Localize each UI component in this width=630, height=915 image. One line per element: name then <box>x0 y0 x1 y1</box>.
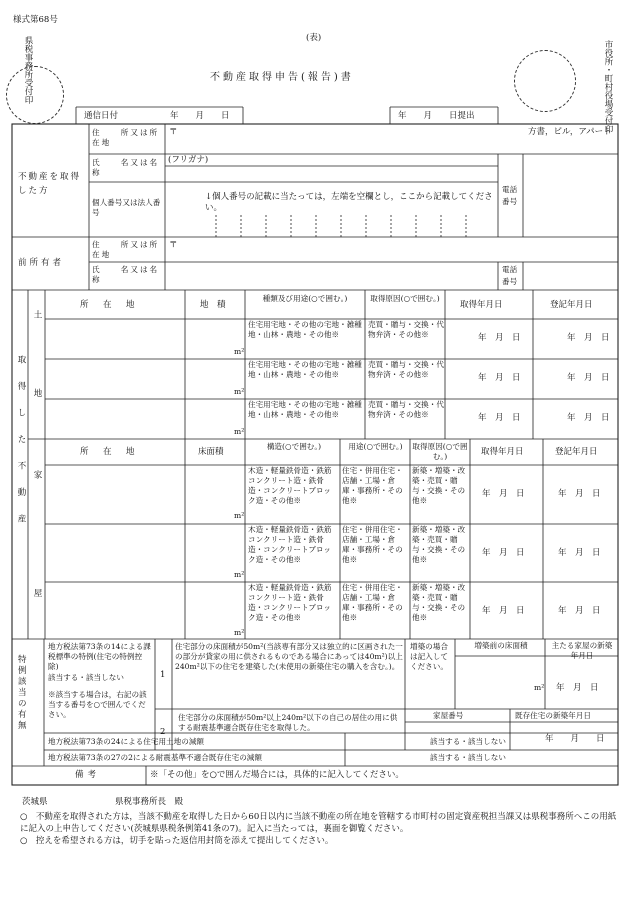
land-type-options[interactable]: 住宅用宅地・その他の宅地・雑種地・山林・農地・その他※ <box>248 400 362 419</box>
acquirer-postal-mark: 〒 <box>169 127 178 137</box>
land-header-type: 種類及び用途(○で囲む。) <box>262 294 348 303</box>
special-case-note: ※該当する場合は，右記の該当する番号を○で囲んでください。 <box>48 690 147 719</box>
house-cause-options[interactable]: 新築・増築・改築・売買・贈与・交換・その他※ <box>412 525 466 564</box>
house-header-structure: 構造(○で囲む。) <box>266 442 322 451</box>
acquirer-address-label: 住 所又は所在地 <box>92 128 160 147</box>
land-reg-date[interactable]: 年 月 日 <box>567 333 610 343</box>
land-acq-date[interactable]: 年 月 日 <box>478 413 521 423</box>
existing-house-built-date-label: 既存住宅の新築年月日 <box>515 711 591 720</box>
house-header-location: 所 在 地 <box>80 447 138 457</box>
submission-date[interactable]: 年 月 日提出 <box>398 111 475 121</box>
house-cause-options[interactable]: 新築・増築・改築・売買・贈与・交換・その他※ <box>412 466 466 505</box>
furigana-label: (フリガナ) <box>168 155 209 165</box>
previous-owner-postal-mark: 〒 <box>169 240 178 250</box>
prefecture-name: 茨城県 <box>22 797 48 807</box>
house-use-options[interactable]: 住宅・併用住宅・店舗・工場・倉庫・事務所・その他※ <box>342 525 403 564</box>
land-cause-options[interactable]: 売買・贈与・交換・代物弁済・その他※ <box>368 360 444 379</box>
land-acq-date[interactable]: 年 月 日 <box>478 333 521 343</box>
land-header-reg-date: 登記年月日 <box>550 300 593 310</box>
house-header-acq-date: 取得年月日 <box>481 447 524 457</box>
land-reduction-label: 地方税法第73条の24による住宅用土地の減額 <box>48 737 205 746</box>
area-unit: m² <box>234 570 245 579</box>
house-number-label: 家屋番号 <box>433 711 464 720</box>
area-unit: m² <box>234 347 245 356</box>
transmission-date[interactable]: 年 月 日 <box>170 111 230 121</box>
land-reduction-choice[interactable]: 該当する・該当しない <box>430 737 506 746</box>
land-acq-date[interactable]: 年 月 日 <box>478 373 521 383</box>
house-structure-options[interactable]: 木造・軽量鉄骨造・鉄筋コンクリート造・鉄骨造・コンクリートブロック造・その他※ <box>248 525 332 564</box>
acquirer-address-note: 方書，ビル，アパート <box>528 127 612 137</box>
land-type-options[interactable]: 住宅用宅地・その他の宅地・雑種地・山林・農地・その他※ <box>248 360 362 379</box>
transmission-date-label: 通信日付 <box>84 111 119 121</box>
special-case-intro: 地方税法第73条の14による課税標準の特例(住宅の特例控除) <box>48 642 151 671</box>
area-unit: m² <box>234 628 245 637</box>
house-header-floor-area: 床面積 <box>198 447 224 457</box>
previous-owner-label: 前所有者 <box>18 258 65 268</box>
land-cause-options[interactable]: 売買・贈与・交換・代物弁済・その他※ <box>368 320 444 339</box>
area-unit: m² <box>234 427 245 436</box>
special-case-label: 特例該当の有無 <box>18 655 27 731</box>
house-reg-date[interactable]: 年 月 日 <box>558 489 601 499</box>
acquirer-id-note: ↓個人番号の記載に当たっては，左端を空欄とし，ここから記載してください。 <box>205 192 493 213</box>
item2-text: 住宅部分の床面積が50m²以上240m²以下の自己の居住の用に供する耐震基準適合既存住宅を取得した。 <box>178 713 398 732</box>
extension-note: 増築の場合は記入してください。 <box>410 642 448 671</box>
house-header-reg-date: 登記年月日 <box>555 447 598 457</box>
house-reg-date[interactable]: 年 月 日 <box>558 606 601 616</box>
previous-owner-name-label: 氏 名又は名称 <box>92 265 160 284</box>
item1-text: 住宅部分の床面積が50m²(当該専有部分又は独立的に区画された一の部分が貸家の用に供されるものである場合にあっては40m²)以上240m²以下の住宅を建築した(未使用の新築住宅の購入を含む。)。 <box>175 642 403 671</box>
land-cause-options[interactable]: 売買・贈与・交換・代物弁済・その他※ <box>368 400 444 419</box>
area-unit: m² <box>234 387 245 396</box>
pre-extension-area-label: 増築前の床面積 <box>474 641 528 650</box>
city-stamp-label: 市役所・町村役場受付印 <box>603 40 613 134</box>
acquirer-id-label: 個人番号又は法人番号 <box>92 198 161 217</box>
instruction-note-2: ○ 控えを希望される方は，切手を貼った返信用封筒を添えて提出してください。 <box>20 836 334 846</box>
house-structure-options[interactable]: 木造・軽量鉄骨造・鉄筋コンクリート造・鉄骨造・コンクリートブロック造・その他※ <box>248 466 332 505</box>
land-reg-date[interactable]: 年 月 日 <box>567 413 610 423</box>
house-structure-options[interactable]: 木造・軽量鉄骨造・鉄筋コンクリート造・鉄骨造・コンクリートブロック造・その他※ <box>248 583 332 622</box>
previous-owner-tel-label: 電話番号 <box>502 265 518 286</box>
house-section-label: 家屋 <box>32 470 42 707</box>
house-reg-date[interactable]: 年 月 日 <box>558 548 601 558</box>
acquirer-name-label: 氏 名又は名称 <box>92 158 160 177</box>
house-acq-date[interactable]: 年 月 日 <box>482 489 525 499</box>
house-header-use: 用途(○で囲む。) <box>348 442 403 451</box>
land-header-acq-date: 取得年月日 <box>460 300 503 310</box>
existing-house-built-date[interactable]: 年 月 日 <box>545 734 605 744</box>
seismic-reduction-choice[interactable]: 該当する・該当しない <box>430 753 506 762</box>
special-case-choice[interactable]: 該当する・該当しない <box>48 673 124 682</box>
item2-number[interactable]: 2 <box>160 727 166 737</box>
item1-number[interactable]: 1 <box>160 670 166 680</box>
house-use-options[interactable]: 住宅・併用住宅・店舗・工場・倉庫・事務所・その他※ <box>342 583 403 622</box>
land-header-cause: 取得原因(○で囲む。) <box>370 294 440 303</box>
seismic-reduction-label: 地方税法第73条の27の2による耐震基準不適合既存住宅の減額 <box>48 753 262 762</box>
prefecture-stamp-label: 県税事務所受付印 <box>23 36 33 104</box>
form-number: 様式第68号 <box>13 15 58 25</box>
house-use-options[interactable]: 住宅・併用住宅・店舗・工場・倉庫・事務所・その他※ <box>342 466 403 505</box>
previous-owner-address-label: 住 所又は所在地 <box>92 240 160 259</box>
main-house-built-date-label: 主たる家屋の新築年月日 <box>551 641 613 660</box>
land-section-label: 土地 <box>32 310 42 467</box>
remarks-note: ※「その他」を○で囲んだ場合には，具体的に記入してください。 <box>150 770 404 780</box>
land-header-area: 地 積 <box>200 300 226 310</box>
form-title: 不動産取得申告(報告)書 <box>210 72 354 83</box>
land-reg-date[interactable]: 年 月 日 <box>567 373 610 383</box>
tax-office-addressee: 県税事務所長 殿 <box>115 797 184 807</box>
main-house-built-date[interactable]: 年 月 日 <box>556 683 599 693</box>
house-header-cause: 取得原因(○で囲む。) <box>412 442 468 461</box>
house-acq-date[interactable]: 年 月 日 <box>482 606 525 616</box>
instruction-note-1: ○ 不動産を取得された方は，当該不動産を取得した日から60日以内に当該不動産の所在地を管轄する市町村の固定資産税担当課又は県税事務所へこの用紙に記入の上申告してください(茨城県県税条例第41条の7)。記入に当たっては，裏面を御覧ください。 <box>20 812 617 834</box>
acquired-property-label: 取得した不動産 <box>16 355 26 541</box>
house-cause-options[interactable]: 新築・増築・改築・売買・贈与・交換・その他※ <box>412 583 466 622</box>
house-acq-date[interactable]: 年 月 日 <box>482 548 525 558</box>
land-type-options[interactable]: 住宅用宅地・その他の宅地・雑種地・山林・農地・その他※ <box>248 320 362 339</box>
land-header-location: 所 在 地 <box>80 300 138 310</box>
acquirer-label: 不動産を取得した方 <box>18 172 82 196</box>
area-unit: m² <box>234 511 245 520</box>
side-indicator: (表) <box>306 33 322 43</box>
acquirer-tel-label: 電話番号 <box>502 185 518 206</box>
remarks-label: 備考 <box>75 770 101 780</box>
pre-extension-area-unit: m² <box>534 683 545 692</box>
